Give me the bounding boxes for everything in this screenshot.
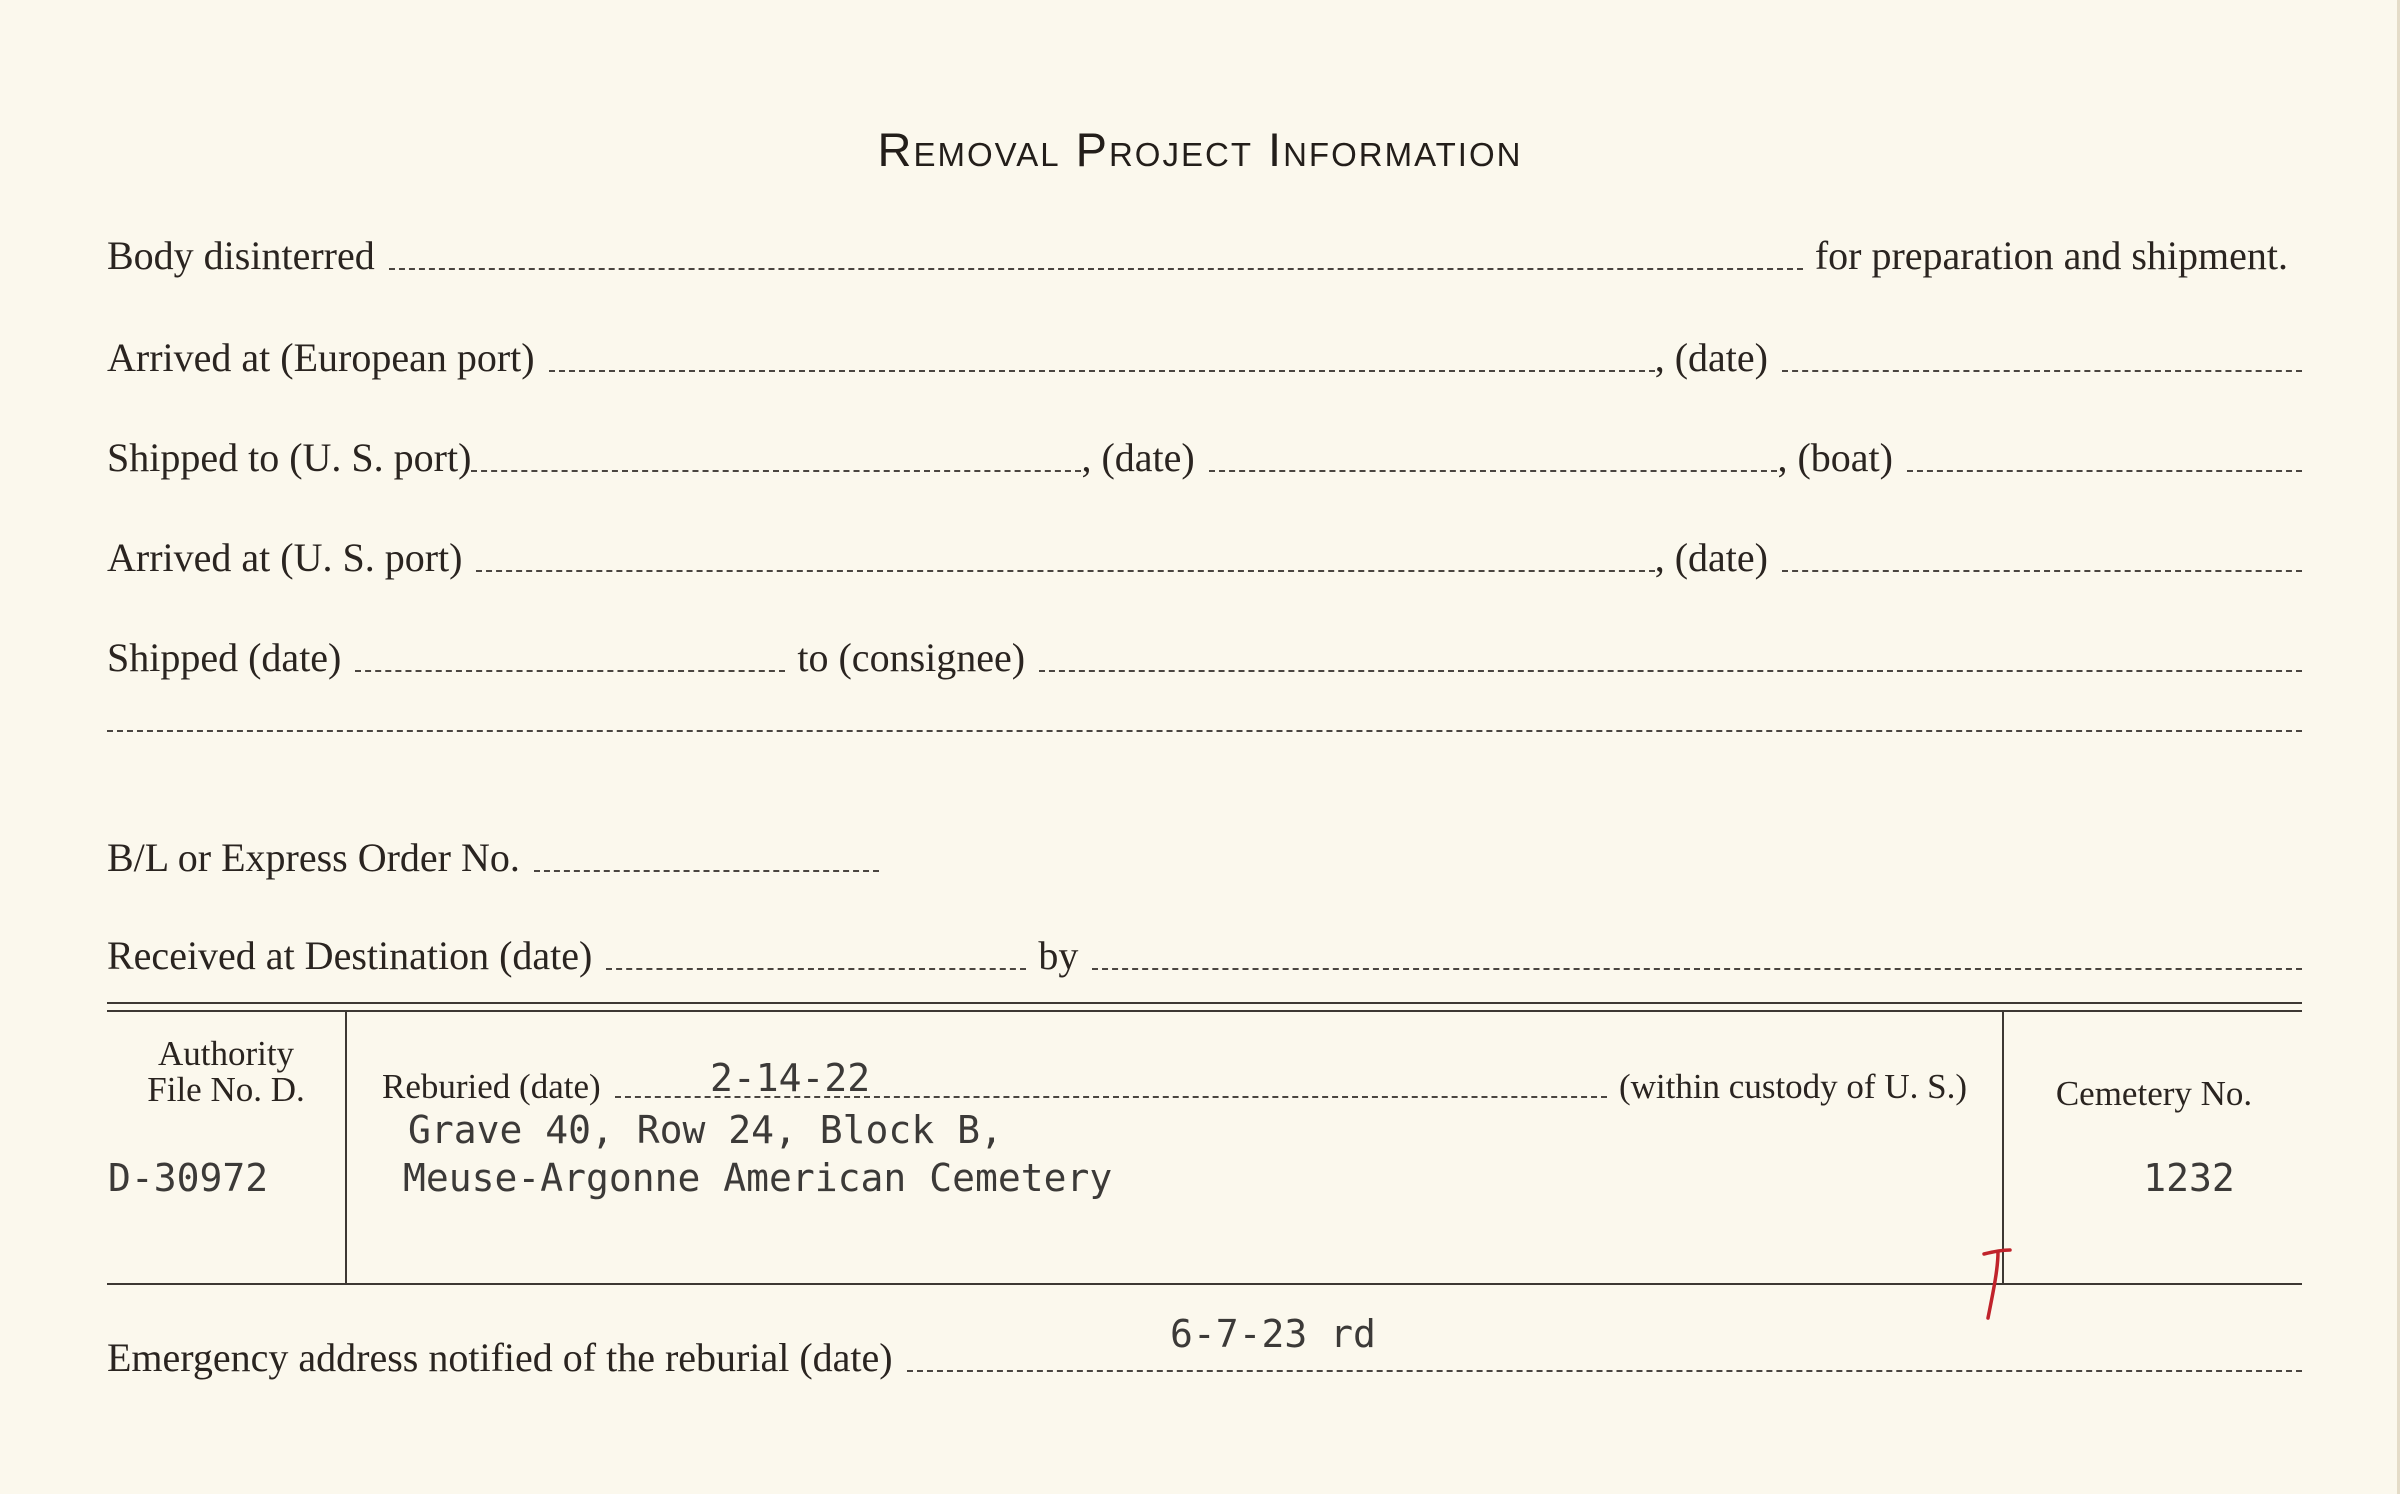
row-received: [107, 932, 2302, 980]
label-custody: (within custody of U. S.): [1618, 1067, 1967, 1106]
label-by: by: [1038, 933, 1079, 978]
line-consignee[interactable]: [1039, 670, 2302, 672]
line-date-1[interactable]: [1782, 370, 2302, 372]
label-date-3: , (date): [1654, 535, 1768, 580]
label-shipped-us: Shipped to (U. S. port): [107, 435, 472, 480]
line-us-port[interactable]: [471, 470, 1081, 472]
label-authority: Authority: [157, 1034, 295, 1073]
title-text: Removal Project Information: [877, 123, 1523, 176]
line-emergency-date[interactable]: [907, 1370, 2302, 1372]
authority-heading: [107, 1036, 345, 1108]
label-date-2: , (date): [1081, 435, 1195, 480]
reburied-date: 2-14-22: [710, 1056, 871, 1100]
line-date-2[interactable]: [1209, 470, 1778, 472]
label-arrived-us: Arrived at (U. S. port): [107, 535, 463, 580]
row-shipped-us: [107, 434, 2302, 482]
row-reburied: [382, 1066, 1967, 1108]
row-shipped-date: [107, 634, 2302, 682]
label-consignee: to (consignee): [797, 635, 1026, 680]
label-received: Received at Destination (date): [107, 933, 593, 978]
line-bl-order[interactable]: [534, 870, 879, 872]
label-file-no: File No. D.: [147, 1070, 305, 1109]
divider-right: [2002, 1010, 2004, 1283]
grave-location: Grave 40, Row 24, Block B,: [408, 1108, 1003, 1152]
line-body-disinterred[interactable]: [389, 268, 1803, 270]
label-cemetery-no: Cemetery No.: [2055, 1074, 2253, 1113]
file-number: D-30972: [108, 1156, 269, 1200]
rule-bottom: [107, 1283, 2302, 1285]
line-european-port[interactable]: [549, 370, 1655, 372]
rule-top-1: [107, 1002, 2302, 1004]
rule-top-2: [107, 1010, 2302, 1012]
label-boat: , (boat): [1777, 435, 1893, 480]
label-emergency: Emergency address notified of the reburial (date): [107, 1335, 893, 1380]
line-arrived-us-port[interactable]: [476, 570, 1654, 572]
label-shipped-date: Shipped (date): [107, 635, 342, 680]
line-shipped-date[interactable]: [355, 670, 785, 672]
row-arrived-us: [107, 534, 2302, 582]
label-arrived-european: Arrived at (European port): [107, 335, 535, 380]
emergency-date: 6-7-23 rd: [1170, 1312, 1376, 1356]
card-title: [0, 122, 2400, 177]
divider-left: [345, 1010, 347, 1283]
line-received-date[interactable]: [606, 968, 1026, 970]
cemetery-number: 1232: [2143, 1156, 2235, 1200]
line-consignee-2[interactable]: [107, 730, 2302, 732]
row-arrived-european: [107, 334, 2302, 382]
row-body-disinterred: [107, 232, 2302, 280]
line-date-3[interactable]: [1782, 570, 2302, 572]
label-date-1: , (date): [1654, 335, 1768, 380]
label-reburied: Reburied (date): [382, 1067, 601, 1106]
line-boat[interactable]: [1907, 470, 2302, 472]
red-check-mark-icon: [1980, 1248, 2014, 1322]
row-bl-order: [107, 834, 2302, 882]
label-body-disinterred: Body disinterred: [107, 233, 375, 278]
cemetery-name: Meuse-Argonne American Cemetery: [403, 1156, 1113, 1200]
row-consignee-continued: [107, 730, 2302, 742]
label-bl-order: B/L or Express Order No.: [107, 835, 520, 880]
line-received-by[interactable]: [1092, 968, 2302, 970]
label-for-preparation: for preparation and shipment.: [1814, 233, 2288, 278]
